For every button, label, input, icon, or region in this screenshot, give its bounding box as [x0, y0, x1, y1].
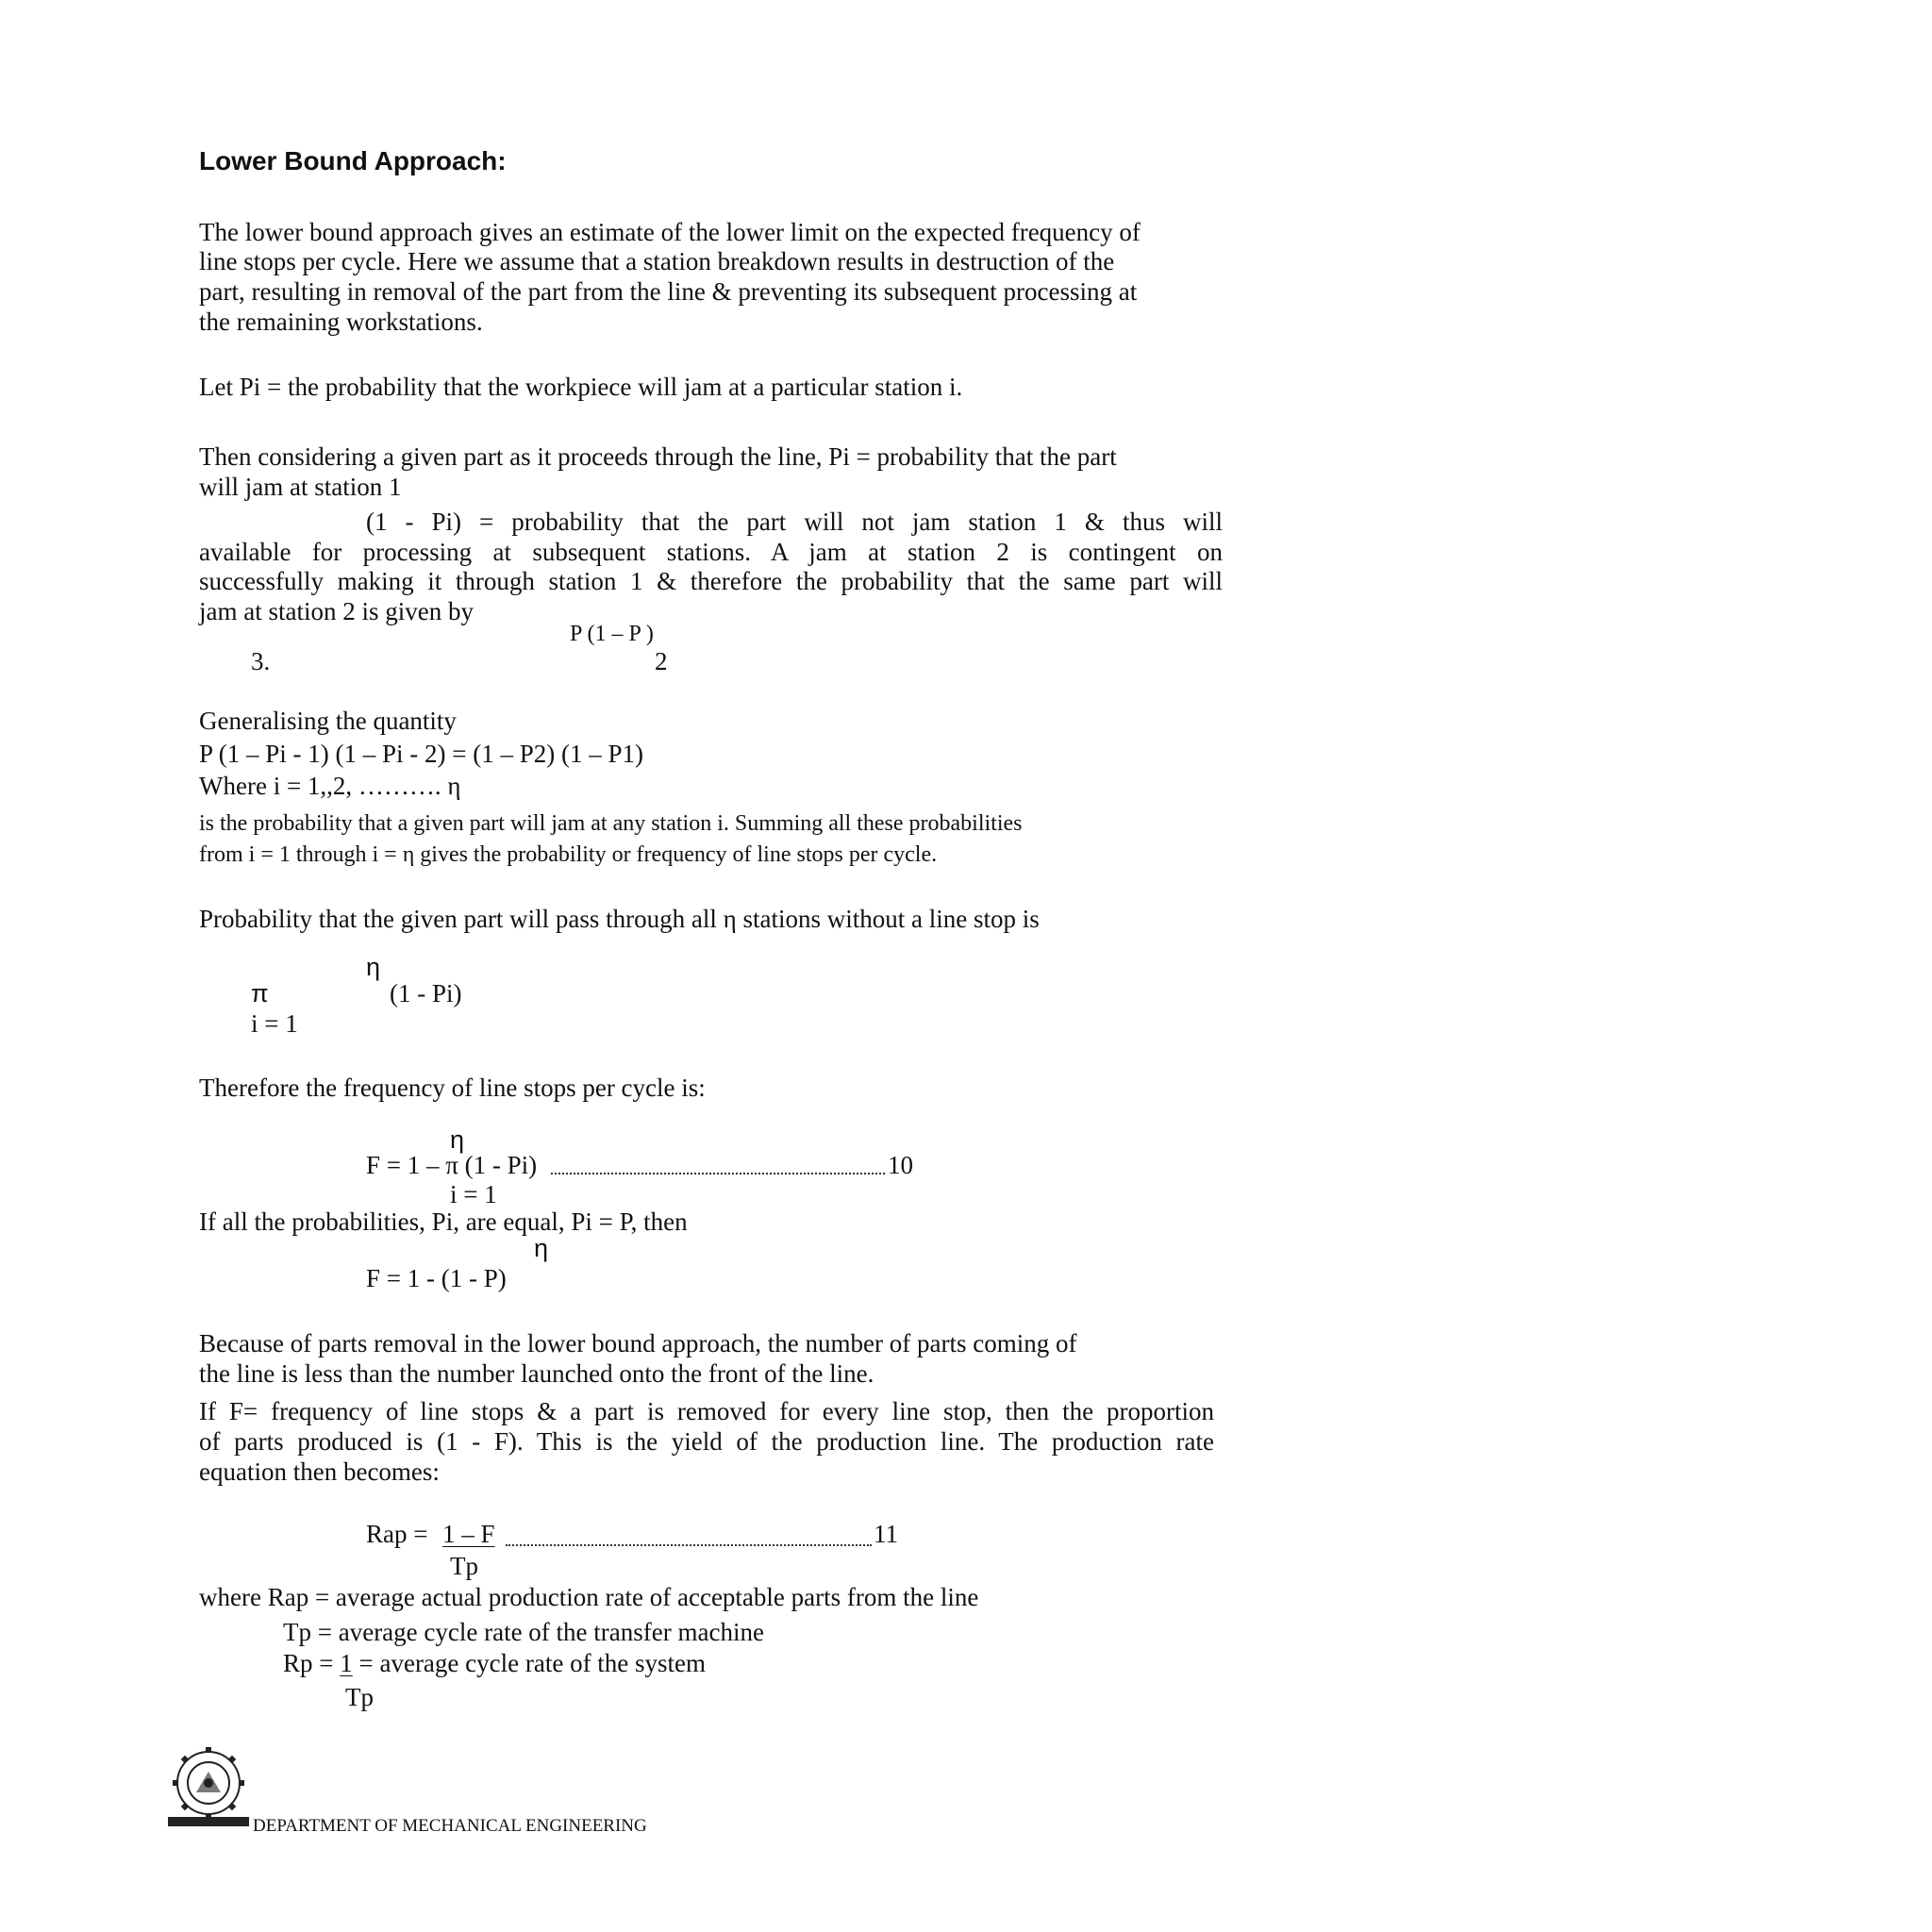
- eq11-denominator: Tp: [450, 1552, 478, 1580]
- removal-line-2: the line is less than the number launched onto the front of the line.: [199, 1359, 874, 1388]
- college-seal-logo: [166, 1745, 251, 1828]
- eq10-formula: F = 1 – π (1 - Pi): [366, 1151, 538, 1179]
- eq-equal-formula: F = 1 - (1 - P): [366, 1264, 507, 1292]
- product-term: (1 - Pi): [390, 979, 462, 1008]
- yield-line-2: of parts produced is (1 - F). This is the yield of the production line. The production rate: [199, 1427, 1214, 1456]
- eq11-number: 11: [874, 1520, 898, 1548]
- therefore-line: Therefore the frequency of line stops per cycle is:: [199, 1074, 706, 1102]
- removal-line-1: Because of parts removal in the lower bound approach, the number of parts coming of: [199, 1329, 1077, 1357]
- yield-line-1: If F= frequency of line stops & a part is removed for every line stop, then the proportion: [199, 1397, 1214, 1425]
- product-symbol: π: [251, 979, 269, 1008]
- rp-denominator: Tp: [345, 1683, 374, 1711]
- rp-rest: = average cycle rate of the system: [352, 1649, 707, 1677]
- product-lower-limit: i = 1: [251, 1009, 298, 1038]
- then-line-5: successfully making it through station 1 & therefore the probability that the same part will: [199, 567, 1223, 595]
- then-line-1: Then considering a given part as it proceeds through the line, Pi = probability that the part: [199, 442, 1117, 471]
- eq3-number: 3.: [251, 647, 271, 675]
- if-equal-line: If all the probabilities, Pi, are equal, Pi = P, then: [199, 1208, 688, 1236]
- eq11-numerator: 1 – F: [442, 1520, 495, 1548]
- eq11-leader-dots: [506, 1544, 872, 1546]
- section-heading: Lower Bound Approach:: [199, 146, 507, 175]
- intro-line-3: part, resulting in removal of the part from the line & preventing its subsequent processing at: [199, 277, 1138, 306]
- product-upper-limit: η: [366, 953, 381, 981]
- general-line-4: is the probability that a given part will jam at any station i. Summing all these probabilities: [199, 811, 1023, 836]
- eq10-leader-dots: [551, 1173, 885, 1174]
- where-line-1: where Rap = average actual production rate of acceptable parts from the line: [199, 1583, 979, 1611]
- eq11-lhs: Rap =: [366, 1520, 428, 1548]
- general-line-5: from i = 1 through i = η gives the probability or frequency of line stops per cycle.: [199, 842, 938, 867]
- yield-line-3: equation then becomes:: [199, 1457, 440, 1486]
- then-line-3: (1 - Pi) = probability that the part will not jam station 1 & thus will: [366, 508, 1223, 536]
- then-line-4: available for processing at subsequent stations. A jam at station 2 is contingent on: [199, 538, 1223, 566]
- eq10-upper-limit: η: [450, 1125, 465, 1154]
- eq10-number: 10: [888, 1151, 913, 1179]
- intro-line-1: The lower bound approach gives an estimate of the lower limit on the expected frequency of: [199, 218, 1141, 246]
- general-line-3: Where i = 1,,2, ………. η: [199, 772, 461, 800]
- then-line-2: will jam at station 1: [199, 473, 402, 501]
- eq10-lower-limit: i = 1: [450, 1180, 497, 1208]
- rp-lhs: Rp =: [283, 1649, 341, 1677]
- general-line-1: Generalising the quantity: [199, 707, 457, 735]
- let-pi-line: Let Pi = the probability that the workpiece will jam at a particular station i.: [199, 373, 963, 401]
- eq3-formula: P (1 – P ): [570, 622, 654, 646]
- intro-line-4: the remaining workstations.: [199, 308, 483, 336]
- intro-line-2: line stops per cycle. Here we assume that a station breakdown results in destruction of the: [199, 247, 1115, 275]
- where-line-3: [283, 1651, 706, 1676]
- then-line-6: jam at station 2 is given by: [199, 597, 474, 625]
- where-line-2: Tp = average cycle rate of the transfer machine: [283, 1618, 764, 1646]
- pass-probability-line: Probability that the given part will pass through all η stations without a line stop is: [199, 905, 1040, 933]
- eq3-subscript: 2: [655, 647, 668, 675]
- rp-numerator: 1: [340, 1649, 353, 1677]
- department-footer: DEPARTMENT OF MECHANICAL ENGINEERING: [253, 1816, 647, 1836]
- general-line-2: P (1 – Pi - 1) (1 – Pi - 2) = (1 – P2) (1 – P1): [199, 740, 643, 768]
- eq-equal-exponent: η: [534, 1234, 549, 1262]
